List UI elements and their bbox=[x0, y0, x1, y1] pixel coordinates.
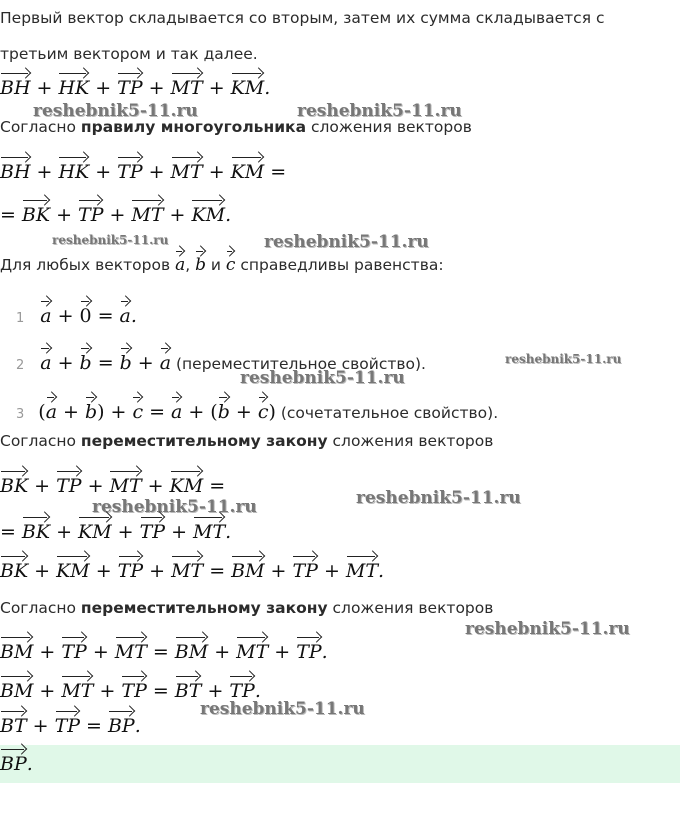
watermark: reshebnik5-11.ru bbox=[92, 497, 257, 517]
watermark: reshebnik5-11.ru bbox=[465, 619, 630, 639]
expression-sum-reordered: = BK + KM + TP + MT. bbox=[0, 512, 231, 543]
answer-highlight bbox=[0, 745, 680, 783]
watermark: reshebnik5-11.ru bbox=[297, 101, 462, 121]
watermark: reshebnik5-11.ru bbox=[33, 101, 198, 121]
expression-sum-bp: BT + TP = BP. bbox=[0, 706, 141, 737]
vector-km: KM bbox=[231, 68, 265, 99]
watermark: reshebnik5-11.ru bbox=[240, 368, 405, 388]
watermark: reshebnik5-11.ru bbox=[264, 232, 429, 252]
expression-sum-bm-2: BM + TP + MT = BM + MT + TP. bbox=[0, 632, 328, 663]
watermark: reshebnik5-11.ru bbox=[200, 699, 365, 719]
property-2: 2 a + b = b + a (переместительное свойство). bbox=[16, 343, 426, 374]
vector-hk: HK bbox=[58, 68, 89, 99]
vector-tp: TP bbox=[117, 68, 142, 99]
expression-sum-bt: BM + MT + TP = BT + TP. bbox=[0, 671, 261, 702]
property-1: 1 a + 0 = a. bbox=[16, 296, 137, 327]
vector-bh: BH bbox=[0, 68, 31, 99]
intro-line-1: Первый вектор складывается со вторым, затем их сумма складывается с bbox=[0, 9, 605, 27]
expression-sum-bk-2: BK + TP + MT + KM = bbox=[0, 466, 231, 497]
watermark: reshebnik5-11.ru bbox=[356, 488, 521, 508]
properties-intro: Для любых векторов a, b и c справедливы равенства: bbox=[0, 246, 444, 275]
property-3: 3 (a + b) + c = a + (b + c) (сочетательное свойство). bbox=[16, 392, 498, 423]
rule-polygon: Согласно правилу многоугольника сложения векторов bbox=[0, 118, 472, 136]
expression-sum-initial: BH + HK + TP + MT + KM. bbox=[0, 68, 270, 99]
rule-commutative-1: Согласно переместительному закону сложения векторов bbox=[0, 432, 494, 450]
expression-sum-bk: = BK + TP + MT + KM. bbox=[0, 195, 231, 226]
expression-sum-bm: BK + KM + TP + MT = BM + TP + MT. bbox=[0, 551, 384, 582]
intro-line-2: третьим вектором и так далее. bbox=[0, 45, 258, 63]
expression-sum-polygon: BH + HK + TP + MT + KM = bbox=[0, 152, 292, 183]
watermark: reshebnik5-11.ru bbox=[52, 233, 169, 247]
rule-commutative-2: Согласно переместительному закону сложения векторов bbox=[0, 599, 494, 617]
vector-mt: MT bbox=[171, 68, 203, 99]
watermark: reshebnik5-11.ru bbox=[505, 352, 622, 366]
answer: BP. bbox=[0, 744, 33, 775]
